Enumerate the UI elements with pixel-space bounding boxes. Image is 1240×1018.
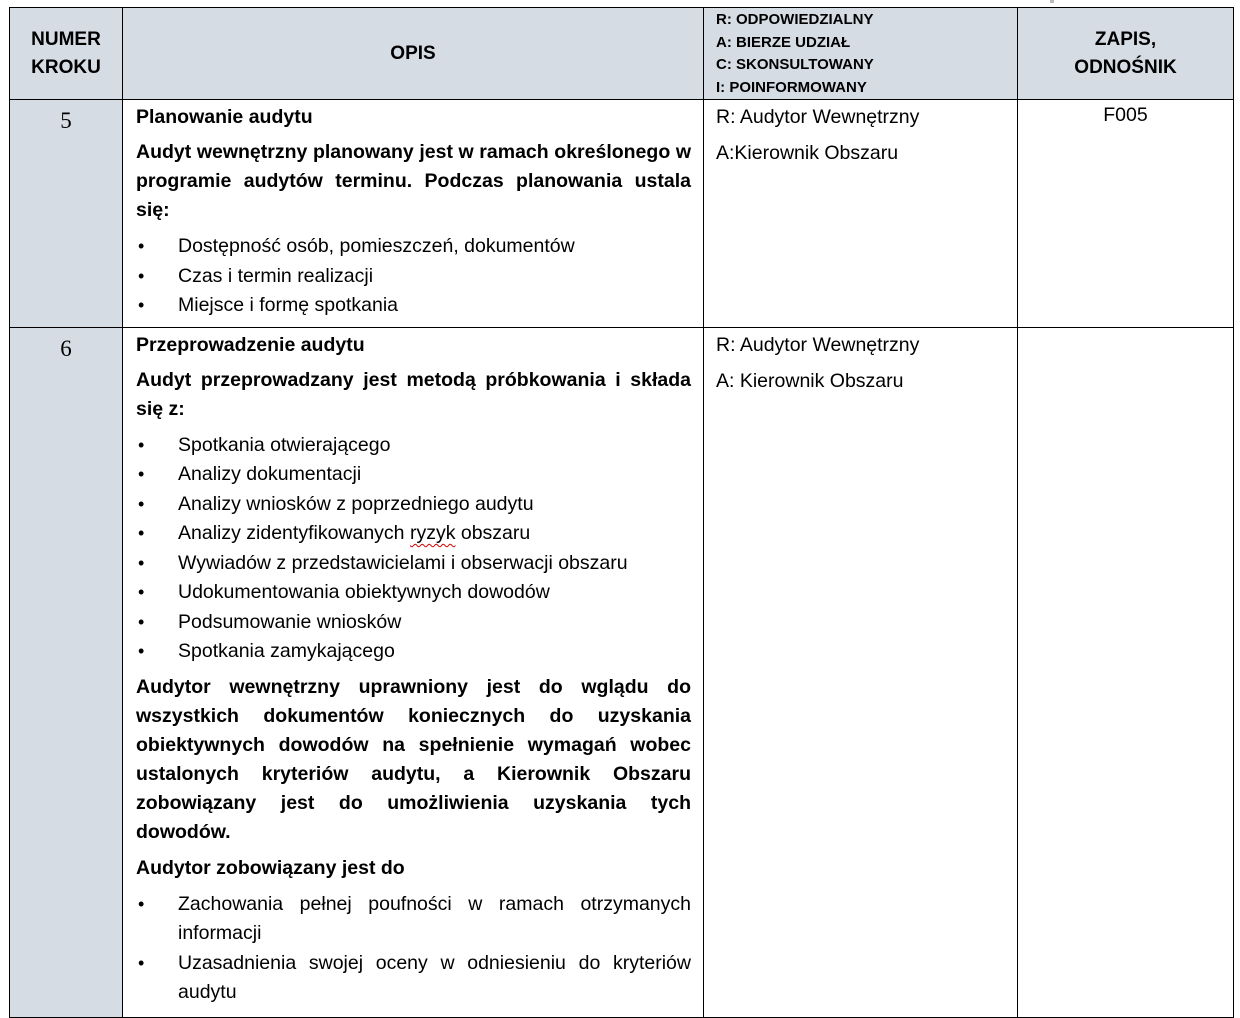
table-row-step-6: [10, 327, 1234, 1017]
bullet-icon: •: [138, 236, 145, 256]
list-item: • Analizy wniosków z poprzedniego audytu: [136, 490, 691, 520]
step-roles: [704, 100, 1018, 328]
table-row-step-5: [10, 100, 1234, 328]
bullet-icon: •: [138, 952, 145, 973]
role-participant: A: Kierownik Obszaru: [716, 369, 904, 392]
role-responsible: R: Audytor Wewnętrzny: [716, 333, 920, 356]
bullet-icon: •: [138, 295, 145, 315]
bullet-icon: •: [138, 493, 145, 514]
step-record: [1018, 327, 1234, 1017]
list-item: • Spotkania zamykającego: [136, 637, 691, 667]
list-item: • Uzasadnienia swojej oceny w odniesieniu do kryteriów audytu: [136, 949, 691, 1008]
header-record-reference: ZAPIS, ODNOŚNIK: [1018, 8, 1234, 100]
bullet-icon: •: [138, 582, 145, 602]
list-item: • Podsumowanie wniosków: [136, 608, 691, 638]
bullet-icon: •: [138, 611, 145, 632]
bullet-icon: •: [138, 523, 145, 543]
step-description: [123, 327, 704, 1017]
list-item: • Spotkania otwierającego: [136, 431, 691, 461]
list-item: • Miejsce i formę spotkania: [136, 291, 691, 321]
list-item: • Analizy zidentyfikowanych ryzyk obszaru: [136, 519, 691, 549]
list-item: • Dostępność osób, pomieszczeń, dokumentów: [136, 232, 691, 262]
raci-r: R: ODPOWIEDZIALNY: [716, 11, 874, 28]
step-paragraph: Audytor wewnętrzny uprawniony jest do wglądu do wszystkich dokumentów koniecznych do uzyskania obiektywnych dowodów na spełnienie wymagań wobec ustalonych kryteriów audytu, a Kierownik Obszaru zobowiązany jest do umożliwienia uzyskania tych dowodów.: [136, 675, 691, 843]
raci-c: C: SKONSULTOWANY: [716, 56, 874, 73]
step-title: Planowanie audytu: [136, 106, 313, 128]
bullet-icon: •: [138, 893, 145, 914]
bullet-icon: •: [138, 434, 145, 455]
list-item: • Udokumentowania obiektywnych dowodów: [136, 578, 691, 608]
step-paragraph: Audyt przeprowadzany jest metodą próbkowania i składa się z:: [136, 368, 691, 420]
step-paragraph: Audytor zobowiązany jest do: [136, 856, 405, 879]
step-number: 6: [10, 327, 123, 1017]
step-description: [123, 100, 704, 328]
list-item: • Wywiadów z przedstawicielami i obserwacji obszaru: [136, 549, 691, 579]
list-item: • Analizy dokumentacji: [136, 460, 691, 490]
header-raci-legend: [704, 8, 1018, 100]
step-record: F005: [1018, 100, 1234, 328]
list-item: • Zachowania pełnej poufności w ramach otrzymanych informacji: [136, 890, 691, 949]
bullet-list: [136, 232, 691, 321]
header-row: [10, 8, 1234, 100]
role-responsible: R: Audytor Wewnętrzny: [716, 106, 920, 128]
step-paragraph: Audyt wewnętrzny planowany jest w ramach określonego w programie audytów terminu. Podczas planowania ustala się:: [136, 141, 691, 221]
step-title: Przeprowadzenie audytu: [136, 333, 365, 356]
header-description: OPIS: [123, 8, 704, 100]
bullet-icon: •: [138, 265, 145, 286]
bullet-icon: •: [138, 641, 145, 661]
list-item: • Czas i termin realizacji: [136, 262, 691, 292]
step-roles: [704, 327, 1018, 1017]
page-mark: [1050, 0, 1054, 3]
role-participant: A:Kierownik Obszaru: [716, 142, 899, 164]
procedure-table: [9, 7, 1234, 1018]
bullet-list: [136, 431, 691, 667]
raci-a: A: BIERZE UDZIAŁ: [716, 33, 851, 51]
raci-i: I: POINFORMOWANY: [716, 78, 867, 96]
bullet-icon: •: [138, 552, 145, 573]
bullet-icon: •: [138, 464, 145, 484]
spellcheck-flagged-word[interactable]: ryzyk: [409, 522, 456, 544]
bullet-list: [136, 890, 691, 1008]
step-number: 5: [10, 100, 123, 328]
header-step-number: NUMER KROKU: [10, 8, 123, 100]
